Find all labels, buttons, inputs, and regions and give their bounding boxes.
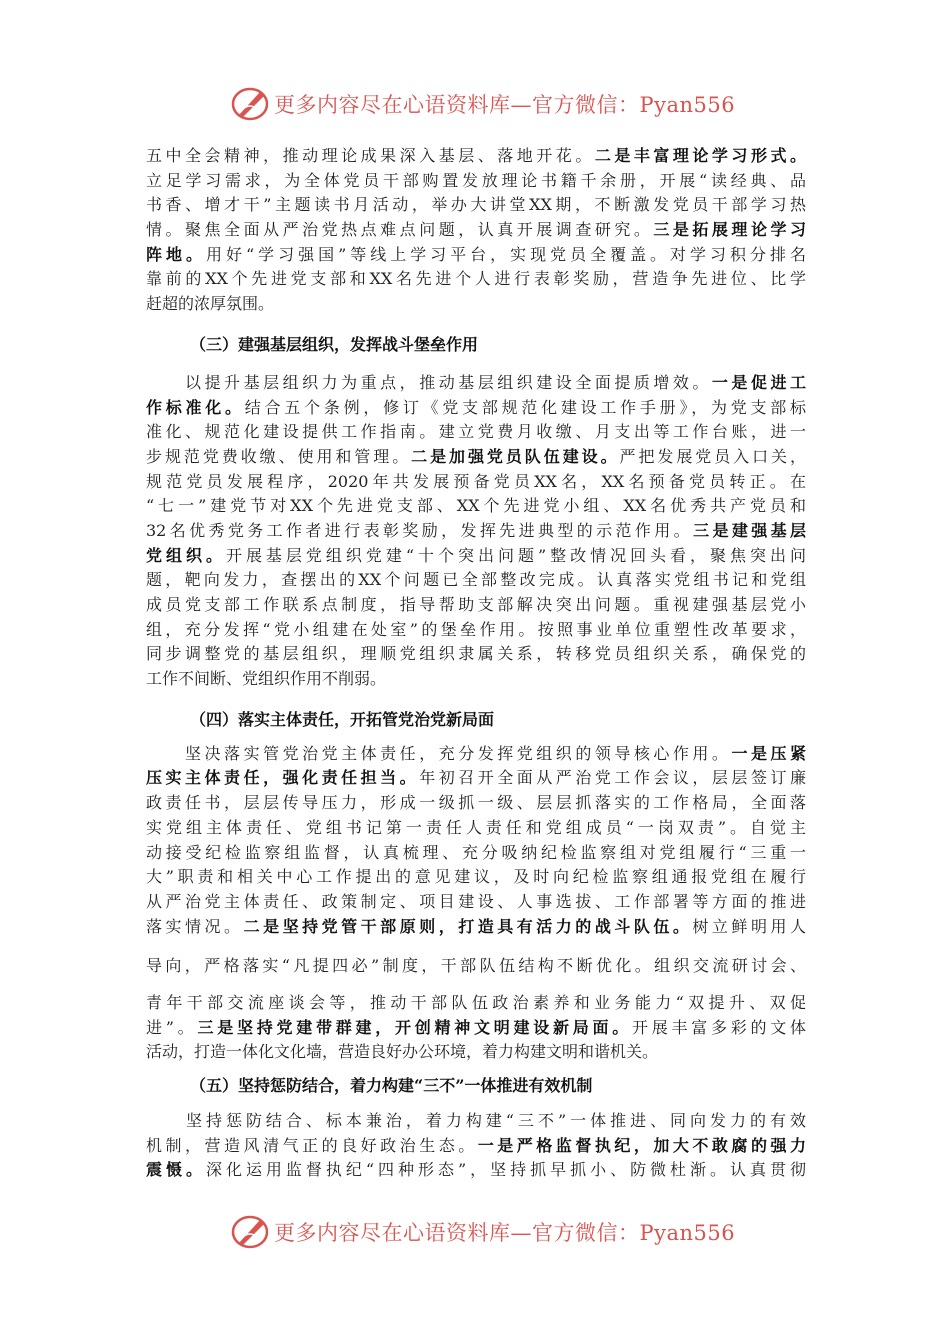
text-run: 年初召开全面从严治党工作会议，层层签订廉 (419, 768, 806, 788)
text-line (146, 243, 806, 268)
document-body (146, 144, 806, 1183)
bold-run: 三是建强基层 (693, 520, 806, 540)
text-line (146, 841, 806, 866)
text-run: 从严治党主体责任、政策制定、项目建设、人事选拔、工作部署等方面的推进 (146, 891, 806, 911)
text-line (146, 1109, 806, 1134)
paragraph-section-4c (146, 991, 806, 1065)
text-line (146, 494, 806, 519)
heading-3: （三）建强基层组织，发挥战斗堡垒作用 (190, 334, 479, 354)
text-run: 同步调整党的基层组织，理顺党组织隶属关系，转移党员组织关系，确保党的 (146, 644, 806, 664)
text-line (146, 445, 806, 470)
text-run: 坚决落实管党治党主体责任，充分发挥党组织的领导核心作用。 (146, 743, 732, 763)
text-run: 开展丰富多彩的文体 (631, 1017, 806, 1037)
text-run: 大”职责和相关中心工作提出的意见建议，及时向纪检监察组通报党组在履行 (146, 867, 806, 887)
text-line (146, 371, 806, 396)
text-run: 工作不间断、党组织作用不削弱。 (146, 669, 387, 689)
text-line (146, 791, 806, 816)
text-run: 树立鲜明用人 (692, 916, 806, 936)
paragraph-section-3 (146, 371, 806, 692)
text-line (146, 267, 806, 292)
text-line (146, 642, 806, 667)
text-run: 开展基层党组织党建“十个突出问题”整改情况回头看，聚焦突出问 (225, 545, 806, 565)
bold-run: 三是拓展理论学习 (653, 220, 806, 240)
text-run: 成员党支部工作联系点制度，指导帮助支部解决突出问题。重视建强基层党小 (146, 595, 806, 614)
text-run: 落实情况。 (146, 916, 244, 936)
text-run: 坚持惩防结合、标本兼治，着力构建“三不”一体推进、同向发力的有效 (146, 1111, 806, 1130)
text-line (146, 144, 806, 169)
text-line (146, 544, 806, 569)
paragraph-section-4 (146, 742, 806, 940)
text-line (146, 890, 806, 915)
text-run: “七一”建党节对XX个先进党支部、XX个先进党小组、XX名优秀共产党员和 (146, 496, 806, 516)
text-run: 五中全会精神，推动理论成果深入基层、落地开花。 (146, 146, 595, 165)
bold-run: 二是加强党员队伍建设。 (411, 446, 620, 466)
text-run: 32名优秀党务工作者进行表彰奖励，发挥先进典型的示范作用。 (146, 520, 694, 540)
text-run: 准化、规范化建设提供工作指南。建立党费月收缴、月支出等工作台账，进一 (146, 422, 806, 442)
text-line (146, 396, 806, 421)
text-line (146, 1040, 806, 1065)
text-line (146, 742, 806, 767)
text-line (146, 420, 806, 445)
bold-run: 党组织。 (146, 545, 226, 565)
text-line (146, 816, 806, 841)
text-run: 规范党员发展程序，2020年共发展预备党员XX名，XX名预备党员转正。在 (146, 471, 806, 491)
text-line (146, 766, 806, 791)
text-run: 组，充分发挥“党小组建在处室”的堡垒作用。按照事业单位重塑性改革要求， (146, 619, 806, 639)
heading-4: （四）落实主体责任，开拓管党治党新局面 (190, 709, 495, 729)
pen-logo-icon (230, 1214, 270, 1250)
bold-run: 二是丰富理论学习形式。 (594, 146, 806, 165)
text-line (146, 292, 806, 317)
text-run: 深化运用监督执纪“四种形态”，坚持抓早抓小、防微杜渐。认真贯彻 (205, 1160, 806, 1180)
bold-run: 一是严格监督执纪，加大不敢腐的强力 (477, 1135, 806, 1155)
text-line (146, 193, 806, 218)
text-line (146, 169, 806, 194)
text-run: 情。聚焦全面从严治党热点难点问题，认真开展调查研究。 (146, 220, 654, 240)
text-line (146, 667, 806, 692)
text-line (146, 568, 806, 593)
bold-run: 一是压紧 (731, 743, 806, 763)
watermark-bottom (230, 1212, 750, 1252)
bold-run: 震慑。 (146, 1160, 206, 1180)
text-run: 青年干部交流座谈会等，推动干部队伍政治素养和业务能力“双提升、双促 (146, 992, 806, 1012)
text-run: 动接受纪检监察组监督，认真梳理、充分吸纳纪检监察组对党组履行“三重一 (146, 842, 806, 862)
paragraph-section-5 (146, 1109, 806, 1183)
text-run: 导向，严格落实“凡提四必”制度，干部队伍结构不断优化。组织交流研讨会、 (146, 956, 806, 976)
bold-run: 阵地。 (146, 244, 206, 264)
text-line (146, 519, 806, 544)
bold-run: 一是促进工 (711, 372, 806, 392)
bold-run: 二是坚持党管干部原则，打造具有活力的战斗队伍。 (243, 916, 693, 936)
text-run: 步规范党费收缴、使用和管理。 (146, 446, 412, 466)
text-run: 赶超的浓厚氛围。 (146, 294, 275, 314)
text-run: 实党组主体责任、党组书记第一责任人责任和党组成员“一岗双责”。自觉主 (146, 817, 806, 837)
text-run: 政责任书，层层传导压力，形成一级抓一级、层层抓落实的工作格局，全面落 (146, 793, 806, 813)
text-run: 书香、增才干”主题读书月活动，举办大讲堂XX期，不断激发党员干部学习热 (146, 195, 806, 215)
watermark-text: 更多内容尽在心语资料库—官方微信：Pyan556 (274, 93, 736, 117)
bold-run: 三是坚持党建带群建，开创精神文明建设新局面。 (197, 1017, 632, 1037)
paragraph-section-4b (146, 954, 806, 979)
watermark-top (230, 84, 750, 124)
text-line (146, 1134, 806, 1159)
text-run: 靠前的XX个先进党支部和XX名先进个人进行表彰奖励，营造争先进位、比学 (146, 269, 806, 289)
text-line (146, 593, 806, 618)
text-run: 题，靶向发力，查摆出的XX个问题已全部整改完成。认真落实党组书记和党组 (146, 570, 806, 590)
text-run: 以提升基层组织力为重点，推动基层组织建设全面提质增效。 (146, 372, 712, 392)
text-line (146, 470, 806, 495)
pen-logo-icon (230, 86, 270, 122)
text-line (146, 954, 806, 979)
text-run: 进”。 (146, 1017, 198, 1037)
heading-5: （五）坚持惩防结合，着力构建“三不”一体推进有效机制 (190, 1076, 593, 1095)
paragraph-section-2 (146, 144, 806, 317)
text-run: 结合五个条例，修订《党支部规范化建设工作手册》，为党支部标 (244, 397, 806, 417)
text-line (146, 991, 806, 1016)
text-line (146, 618, 806, 643)
text-line (146, 1016, 806, 1041)
watermark-text: 更多内容尽在心语资料库—官方微信：Pyan556 (274, 1221, 736, 1245)
text-line (146, 915, 806, 940)
bold-run: 压实主体责任，强化责任担当。 (146, 768, 420, 788)
text-line (146, 865, 806, 890)
bold-run: 作标准化。 (146, 397, 245, 417)
text-line (146, 218, 806, 243)
text-run: 活动，打造一体化文化墙，营造良好办公环境，着力构建文明和谐机关。 (146, 1042, 659, 1062)
text-run: 立足学习需求，为全体党员干部购置发放理论书籍千余册，开展“读经典、品 (146, 170, 806, 190)
text-line (146, 1158, 806, 1183)
text-run: 机制，营造风清气正的良好政治生态。 (146, 1135, 478, 1155)
text-run: 严把发展党员入口关， (619, 446, 806, 466)
text-run: 用好“学习强国”等线上学习平台，实现党员全覆盖。对学习积分排名 (205, 244, 806, 264)
